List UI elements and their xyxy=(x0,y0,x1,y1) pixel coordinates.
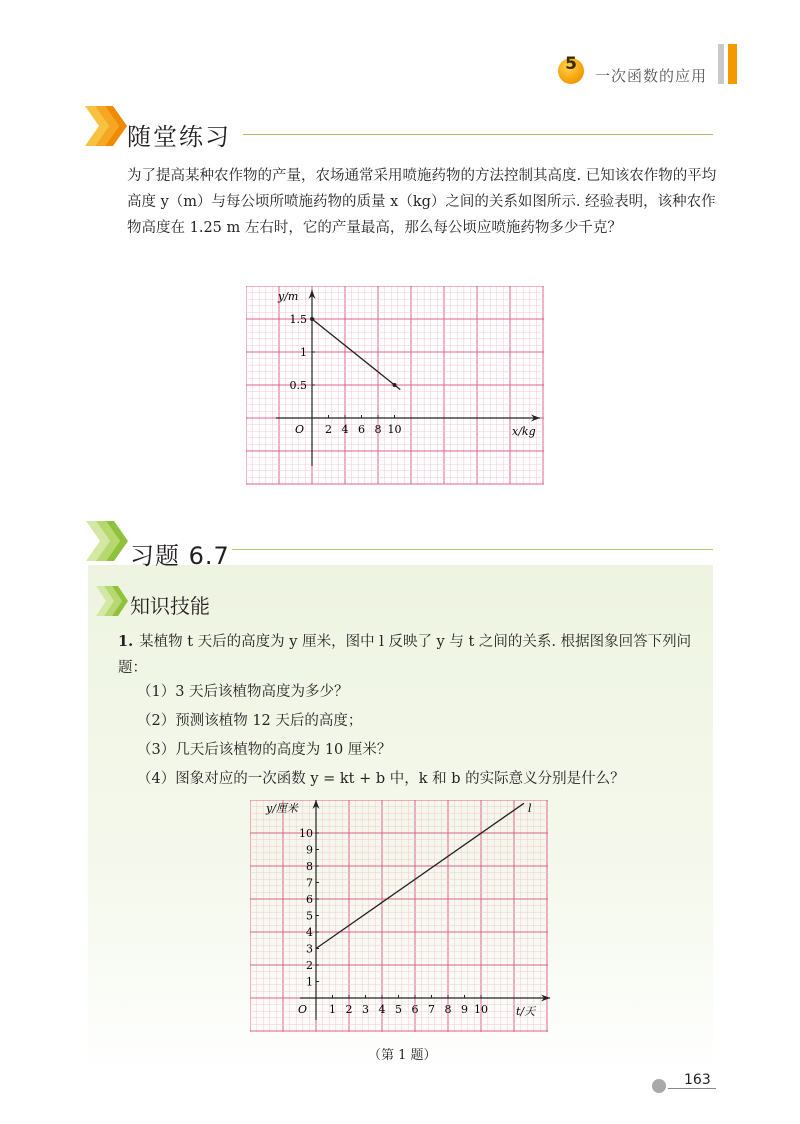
subsection-title: 知识技能 xyxy=(130,594,210,618)
question-1-part-2: （2）预测该植物 12 天后的高度； xyxy=(137,713,363,729)
chevron-orange-icon xyxy=(85,104,129,148)
y-tick-label: 4 xyxy=(306,926,313,939)
x-tick-label: 8 xyxy=(374,423,382,436)
header-decor-bar-gray xyxy=(718,44,724,84)
chevron-small-green-icon xyxy=(96,584,132,618)
page-dot xyxy=(652,1079,666,1093)
x-tick-label: 3 xyxy=(362,1003,369,1016)
y-tick-label: 1 xyxy=(300,346,307,359)
x-tick-label: 10 xyxy=(387,423,402,436)
x-tick-label: 10 xyxy=(474,1003,488,1016)
header-decor-bar-orange xyxy=(728,44,737,84)
y-axis-label: y/厘米 xyxy=(266,802,298,815)
y-tick-label: 8 xyxy=(306,860,313,873)
x-tick-label: 4 xyxy=(341,423,349,436)
question-1-part-1: （1）3 天后该植物高度为多少？ xyxy=(137,684,349,700)
line-label: l xyxy=(528,802,532,815)
x-tick-label: 4 xyxy=(378,1003,386,1016)
x-axis-label: t/天 xyxy=(516,1005,536,1018)
practice-title: 随堂练习 xyxy=(127,123,231,151)
y-tick-label: 2 xyxy=(306,959,313,972)
figure-caption: （第 1 题） xyxy=(368,1048,437,1063)
origin-label: O xyxy=(297,1003,307,1016)
x-axis-label: x/kg xyxy=(512,425,536,438)
exercise-title: 习题 6.7 xyxy=(130,542,230,570)
chart-plant-height xyxy=(250,800,550,1036)
x-tick-label: 6 xyxy=(358,423,365,436)
origin-label: O xyxy=(294,423,304,436)
question-1-part-3: （3）几天后该植物的高度为 10 厘米？ xyxy=(137,742,392,758)
y-tick-label: 1.5 xyxy=(289,313,307,326)
page-number: 163 xyxy=(684,1072,711,1088)
x-tick-label: 2 xyxy=(325,423,332,436)
x-tick-label: 7 xyxy=(428,1003,435,1016)
y-tick-label: 5 xyxy=(306,909,313,923)
y-tick-label: 6 xyxy=(306,893,313,906)
practice-problem-text: 为了提高某种农作物的产量，农场通常采用喷施药物的方法控制其高度. 已知该农作物的平均高度 y（m）与每公顷所喷施药物的质量 x（kg）之间的关系如图所示. 经验表明，该种农作物高度在 1.25 m 左右时，它的产量最高，那么每公顷应喷施药物多少千克？ xyxy=(127,168,717,236)
y-tick-label: 0.5 xyxy=(289,379,307,392)
x-tick-label: 8 xyxy=(444,1003,452,1016)
chevron-green-icon xyxy=(86,519,132,563)
running-header-title: 一次函数的应用 xyxy=(595,67,708,85)
y-axis-label: y/m xyxy=(278,290,299,303)
x-tick-label: 2 xyxy=(345,1003,353,1016)
question-number: 1. xyxy=(118,633,134,650)
y-tick-label: 1 xyxy=(306,975,313,989)
x-tick-label: 5 xyxy=(395,1003,402,1016)
series-line xyxy=(316,803,524,948)
y-tick-label: 9 xyxy=(306,843,313,857)
section-number: 5 xyxy=(565,54,577,74)
data-point xyxy=(310,317,314,321)
y-tick-label: 7 xyxy=(306,876,313,890)
chart-height-vs-chemical xyxy=(246,286,546,486)
page-rule xyxy=(668,1088,716,1089)
x-tick-label: 1 xyxy=(329,1003,336,1016)
x-tick-label: 6 xyxy=(411,1003,419,1016)
question-1-part-4: （4）图象对应的一次函数 y = kt + b 中，k 和 b 的实际意义分别是什么？ xyxy=(137,771,625,787)
y-tick-label: 10 xyxy=(299,827,313,840)
data-point xyxy=(393,383,397,387)
practice-title-rule xyxy=(243,134,713,135)
question-text: 某植物 t 天后的高度为 y 厘米，图中 l 反映了 y 与 t 之间的关系. 根据图象回答下列问题： xyxy=(118,634,692,676)
x-tick-label: 9 xyxy=(461,1003,468,1016)
y-tick-label: 3 xyxy=(306,942,313,956)
question-1-stem xyxy=(118,629,718,681)
exercise-title-rule xyxy=(232,549,713,550)
